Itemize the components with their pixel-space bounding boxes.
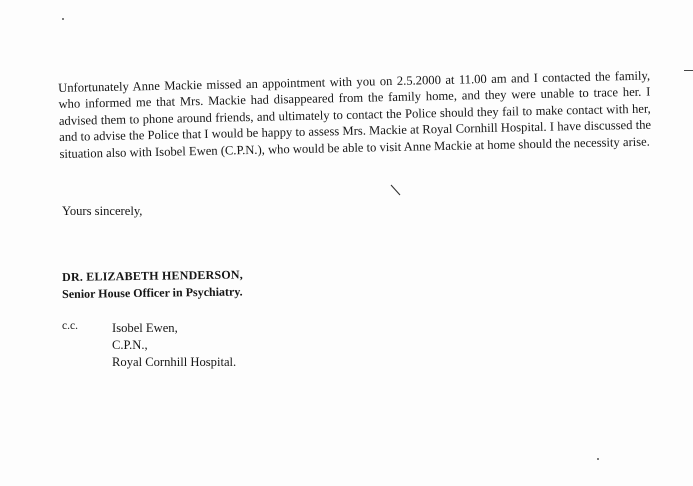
scan-speck: [62, 18, 64, 20]
letter-body-paragraph: Unfortunately Anne Mackie missed an appointment with you on 2.5.2000 at 11.00 am and I contacted the family, who informed me that Mrs. Mackie had disappeared from the family home, and they were unable to trace her. I advised them to phone around friends, and ultimately to contact the Police should they fail to make contact with her, and to advise the Police that I would be happy to assess Mrs. Mackie at Royal Cornhill Hospital. I have discussed the situation also with Isobel Ewen (C.P.N.), who would be able to visit Anne Mackie at home should the necessity arise.: [58, 68, 652, 161]
cc-recipient-location: Royal Cornhill Hospital.: [112, 354, 237, 369]
scan-speck: [597, 458, 599, 460]
pen-stroke-mark: [389, 183, 403, 197]
signatory-title: Senior House Officer in Psychiatry.: [62, 284, 243, 301]
cc-recipient-name: Isobel Ewen,: [112, 321, 178, 335]
cc-recipient-role: C.P.N.,: [112, 337, 148, 352]
signatory-name: DR. ELIZABETH HENDERSON,: [62, 267, 244, 284]
scan-mark: [684, 70, 693, 71]
cc-recipient-block: [112, 320, 236, 370]
letter-closing: Yours sincerely,: [62, 204, 143, 218]
cc-label: c.c.: [62, 320, 78, 332]
